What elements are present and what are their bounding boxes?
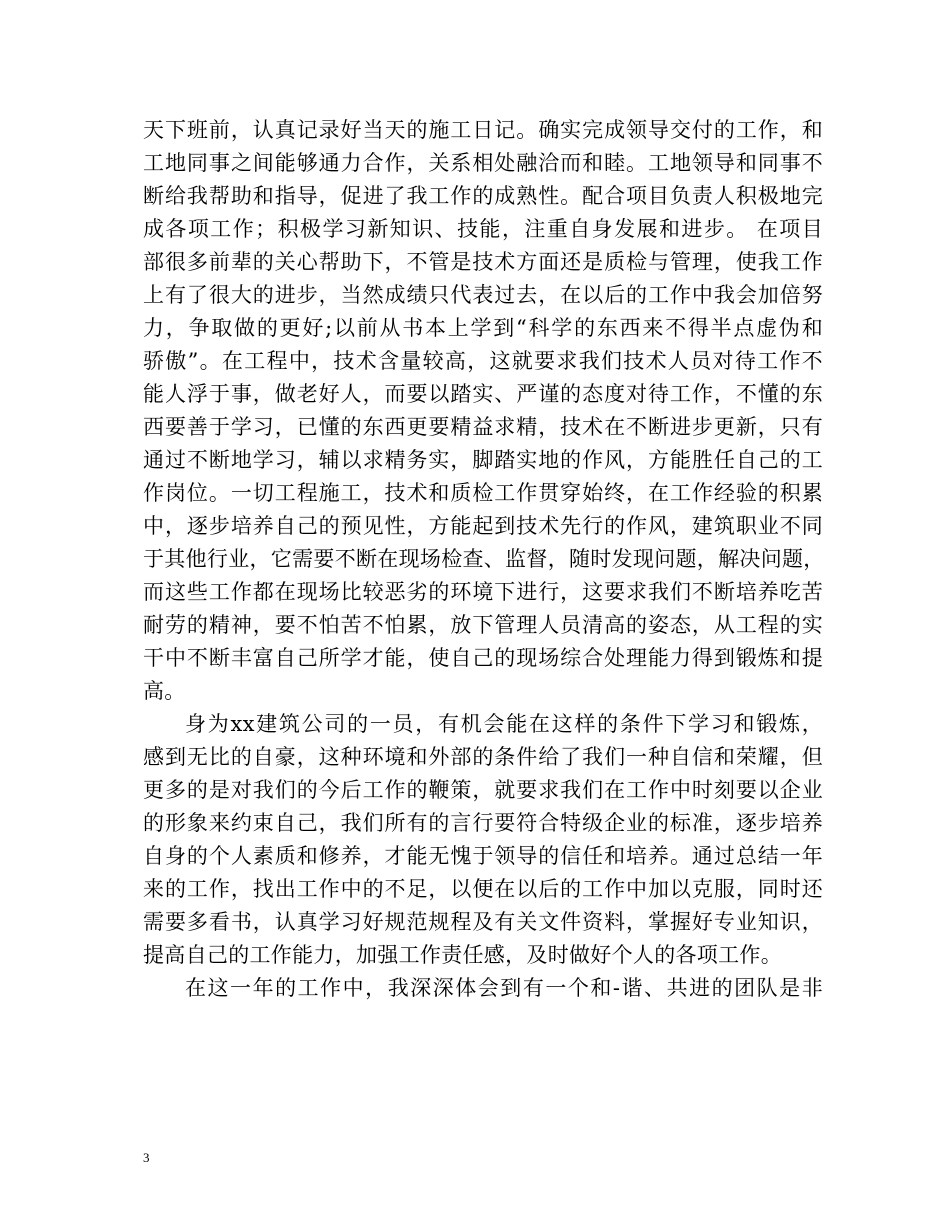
- text-line: 作岗位。一切工程施工，技术和质检工作贯穿始终，在工作经验的积累: [143, 481, 823, 505]
- text-line: 成各项工作；积极学习新知识、技能，注重自身发展和进步。 在项目: [143, 217, 823, 241]
- text-line: 天下班前，认真记录好当天的施工日记。确实完成领导交付的工作，和: [143, 118, 823, 142]
- text-line: 身为xx建筑公司的一员，有机会能在这样的条件下学习和锻炼，: [185, 712, 823, 736]
- text-line: 需要多看书，认真学习好规范规程及有关文件资料，掌握好专业知识，: [143, 910, 823, 934]
- text-line: 工地同事之间能够通力合作，关系相处融洽而和睦。工地领导和同事不: [143, 151, 823, 175]
- text-line: 耐劳的精神，要不怕苦不怕累，放下管理人员清高的姿态，从工程的实: [143, 613, 823, 637]
- text-line: 来的工作，找出工作中的不足，以便在以后的工作中加以克服，同时还: [143, 877, 823, 901]
- text-line: 能人浮于事，做老好人，而要以踏实、严谨的态度对待工作，不懂的东: [143, 382, 823, 406]
- text-line: 中，逐步培养自己的预见性，方能起到技术先行的作风，建筑职业不同: [143, 514, 823, 538]
- text-line: 提高自己的工作能力，加强工作责任感，及时做好个人的各项工作。: [143, 943, 782, 967]
- text-line: 感到无比的自豪，这种环境和外部的条件给了我们一种自信和荣耀，但: [143, 745, 823, 769]
- text-line: 的形象来约束自己，我们所有的言行要符合特级企业的标准，逐步培养: [143, 811, 823, 835]
- text-line: 上有了很大的进步，当然成绩只代表过去，在以后的工作中我会加倍努: [143, 283, 823, 307]
- text-line: 于其他行业，它需要不断在现场检查、监督，随时发现问题，解决问题，: [143, 547, 825, 571]
- text-line: 自身的个人素质和修养，才能无愧于领导的信任和培养。通过总结一年: [143, 844, 823, 868]
- text-line: 力，争取做的更好;以前从书本上学到“科学的东西来不得半点虚伪和: [143, 316, 823, 340]
- text-line: 干中不断丰富自己所学才能，使自己的现场综合处理能力得到锻炼和提: [143, 646, 823, 670]
- document-body: [143, 114, 823, 1005]
- text-line: 而这些工作都在现场比较恶劣的环境下进行，这要求我们不断培养吃苦: [143, 580, 823, 604]
- text-line: 高。: [143, 679, 186, 703]
- text-line: 断给我帮助和指导，促进了我工作的成熟性。配合项目负责人积极地完: [143, 184, 823, 208]
- text-line: 通过不断地学习，辅以求精务实，脚踏实地的作风，方能胜任自己的工: [143, 448, 823, 472]
- text-line: 在这一年的工作中，我深深体会到有一个和-谐、共进的团队是非: [185, 976, 823, 1000]
- page-number: 3: [143, 1150, 150, 1165]
- text-line: 部很多前辈的关心帮助下，不管是技术方面还是质检与管理，使我工作: [143, 250, 823, 274]
- text-line: 骄傲”。在工程中，技术含量较高，这就要求我们技术人员对待工作不: [143, 349, 823, 373]
- text-line: 西要善于学习，已懂的东西更要精益求精，技术在不断进步更新，只有: [143, 415, 823, 439]
- text-line: 更多的是对我们的今后工作的鞭策，就要求我们在工作中时刻要以企业: [143, 778, 823, 802]
